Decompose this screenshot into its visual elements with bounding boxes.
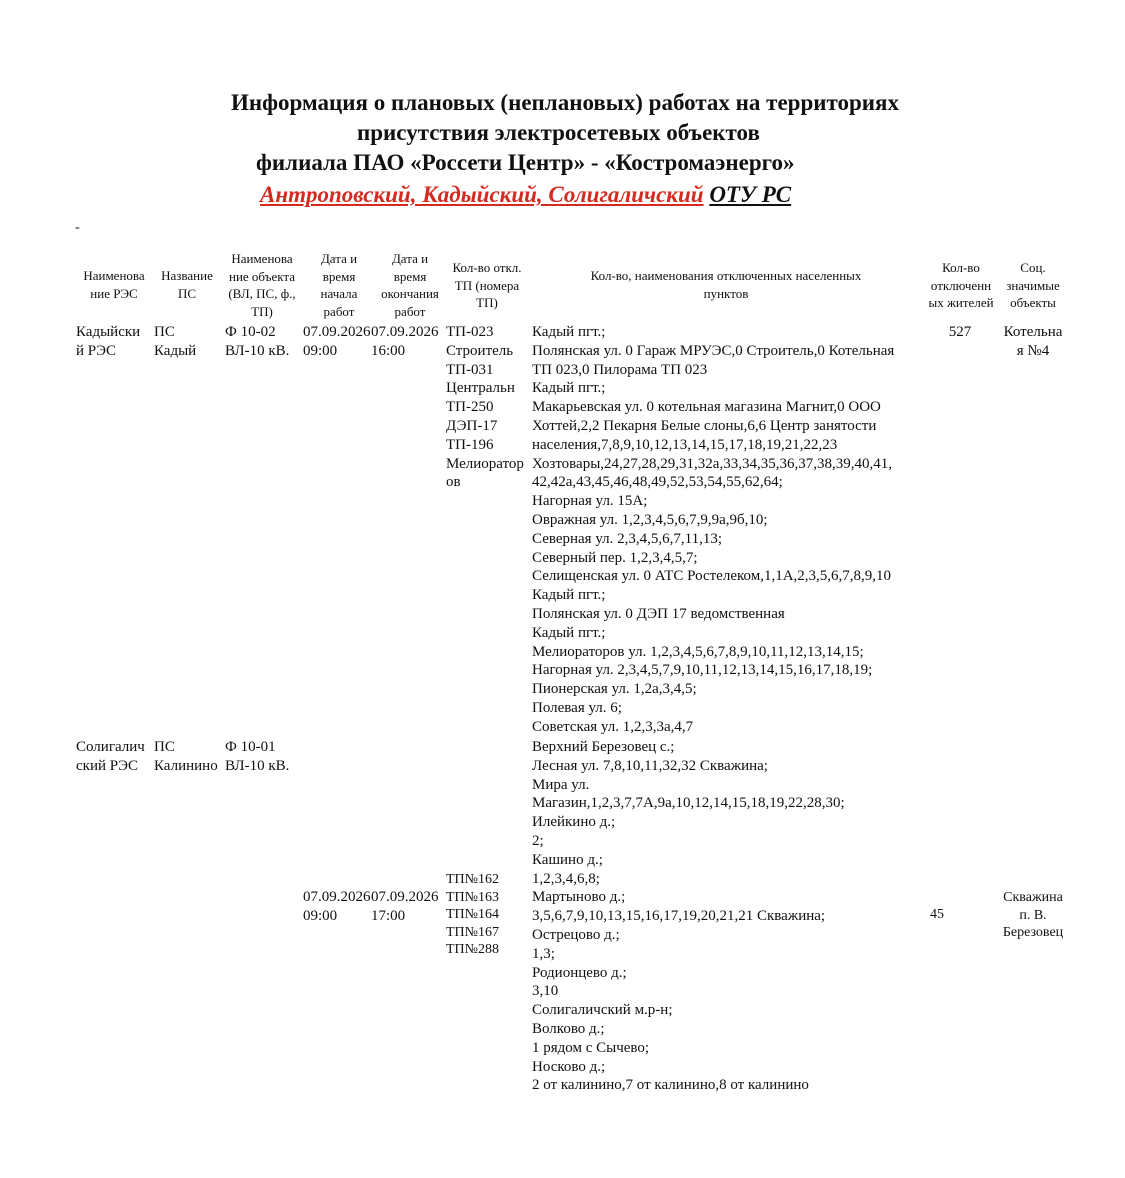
place-line: Полянская ул. 0 Гараж МРУЭС,0 Строитель,0 Котельная xyxy=(532,342,895,359)
start-date: 07.09.2026 xyxy=(303,324,371,340)
start-time: 09:00 xyxy=(303,342,338,359)
social-cell xyxy=(996,889,1070,942)
tp-line: ТП№288 xyxy=(446,942,500,957)
tp-line: ТП№163 xyxy=(446,889,500,905)
res-line: Кадыйски xyxy=(76,324,141,340)
ps-line: Кадый xyxy=(154,342,197,359)
place-line: Кадый пгт.; xyxy=(532,587,606,604)
res-line: й РЭС xyxy=(76,342,117,359)
place-line: Кадый пгт.; xyxy=(532,324,606,340)
col-header-start: Дата и время начала работ xyxy=(320,251,358,319)
res-line: ский РЭС xyxy=(76,757,138,774)
place-line: Овражная ул. 1,2,3,4,5,6,7,9,9а,9б,10; xyxy=(532,511,768,528)
res-cell xyxy=(76,738,145,776)
place-line: 2; xyxy=(532,832,544,849)
place-line: Кадый пгт.; xyxy=(532,624,606,641)
end-time: 16:00 xyxy=(371,342,406,359)
place-line: 42,42а,43,45,46,48,49,52,53,54,55,62,64; xyxy=(532,474,783,491)
place-line: населения,7,8,9,10,12,13,14,15,17,18,19,21,22,23 xyxy=(532,436,838,453)
separator-dash: - xyxy=(75,220,80,235)
end-date: 07.09.2026 xyxy=(371,889,439,905)
tp-line: ТП№167 xyxy=(446,924,500,940)
social-cell xyxy=(998,323,1068,361)
end-cell xyxy=(371,323,439,361)
tp-line: Центральн xyxy=(446,380,515,397)
place-line: Мелиораторов ул. 1,2,3,4,5,6,7,8,9,10,11,12,13,14,15; xyxy=(532,643,864,660)
object-line: Ф 10-01 xyxy=(225,739,276,755)
tp-line: ТП-023 xyxy=(446,324,494,340)
place-line: 3,5,6,7,9,10,13,15,16,17,19,20,21,21 Скважина; xyxy=(532,908,826,925)
social-line: Скважина xyxy=(1003,890,1063,905)
place-line: Верхний Березовец с.; xyxy=(532,739,675,755)
end-time: 17:00 xyxy=(371,907,406,924)
place-line: ТП 023,0 Пилорама ТП 023 xyxy=(532,361,708,378)
tp-line: ТП-250 xyxy=(446,399,494,416)
place-line: Магазин,1,2,3,7,7А,9а,10,12,14,15,18,19,22,28,30; xyxy=(532,795,845,812)
object-line: ВЛ-10 кВ. xyxy=(225,342,290,359)
tp-line: ов xyxy=(446,474,461,491)
place-line: Мартыново д.; xyxy=(532,889,626,906)
tp-cell xyxy=(446,871,499,959)
col-header-res: Наименова ние РЭС xyxy=(83,268,145,301)
tp-line: Мелиоратор xyxy=(446,455,524,472)
place-line: Селищенская ул. 0 АТС Ростелеком,1,1А,2,3,5,6,7,8,9,10 xyxy=(532,568,892,585)
object-cell xyxy=(225,323,289,361)
place-line: Советская ул. 1,2,3,3а,4,7 xyxy=(532,718,694,735)
place-line: Лесная ул. 7,8,10,11,32,32 Скважина; xyxy=(532,757,768,774)
start-date: 07.09.2026 xyxy=(303,889,371,905)
tp-line: ТП-196 xyxy=(446,436,494,453)
col-header-end: Дата и время окончания работ xyxy=(381,251,439,319)
place-line: Полевая ул. 6; xyxy=(532,699,622,716)
social-line: Котельна xyxy=(1003,324,1063,340)
col-header-places: Кол-во, наименования отключенных населенных пунктов xyxy=(590,268,862,301)
res-line: Солигалич xyxy=(76,739,145,755)
place-line: Пионерская ул. 1,2а,3,4,5; xyxy=(532,681,697,698)
tp-line: ДЭП-17 xyxy=(446,417,498,434)
place-line: Кадый пгт.; xyxy=(532,380,606,397)
places-cell xyxy=(532,323,894,737)
place-line: Илейкино д.; xyxy=(532,814,616,831)
object-line: Ф 10-02 xyxy=(225,324,276,340)
place-line: Носково д.; xyxy=(532,1058,606,1075)
place-line: 1,2,3,4,6,8; xyxy=(532,870,600,887)
place-line: Макарьевская ул. 0 котельная магазина Магнит,0 ООО xyxy=(532,399,881,416)
end-cell xyxy=(371,888,439,926)
place-line: Солигаличский м.р-н; xyxy=(532,1002,673,1019)
end-date: 07.09.2026 xyxy=(371,324,439,340)
place-line: Полянская ул. 0 ДЭП 17 ведомственная xyxy=(532,605,785,622)
ps-line: ПС xyxy=(154,739,175,755)
col-header-ps: Название ПС xyxy=(161,268,213,301)
place-line: Хоттей,2,2 Пекарня Белые слоны,6,6 Центр занятости xyxy=(532,417,877,434)
places-cell xyxy=(532,738,845,1095)
social-line: п. В. xyxy=(1019,907,1047,923)
title-line-1: Информация о плановых (неплановых) работах на территориях xyxy=(231,90,899,115)
title-otu: ОТУ РС xyxy=(709,182,792,207)
tp-cell xyxy=(446,323,524,492)
start-cell xyxy=(303,888,371,926)
ps-line: ПС xyxy=(154,324,175,340)
place-line: Северный пер. 1,2,3,4,5,7; xyxy=(532,549,698,566)
social-line: я №4 xyxy=(1016,342,1050,359)
title-line-3: филиала ПАО «Россети Центр» - «Костромаэнерго» xyxy=(256,150,795,175)
ps-line: Калинино xyxy=(154,757,218,774)
place-line: Волково д.; xyxy=(532,1020,605,1037)
ps-cell xyxy=(154,738,218,776)
place-line: 2 от калинино,7 от калинино,8 от калинино xyxy=(532,1077,809,1094)
tp-line: ТП№164 xyxy=(446,907,500,922)
col-header-tp: Кол-во откл. ТП (номера ТП) xyxy=(452,260,522,310)
place-line: Родионцево д.; xyxy=(532,964,627,981)
title-region-line xyxy=(260,180,791,210)
start-time: 09:00 xyxy=(303,907,338,924)
col-header-social: Соц. значимые объекты xyxy=(1006,260,1060,310)
social-line: Березовец xyxy=(1002,925,1064,940)
object-cell xyxy=(225,738,289,776)
residents-cell: 527 xyxy=(948,324,972,340)
place-line: Нагорная ул. 15А; xyxy=(532,493,648,510)
object-line: ВЛ-10 кВ. xyxy=(225,757,290,774)
place-line: 1,3; xyxy=(532,945,555,962)
res-cell xyxy=(76,323,140,361)
place-line: Мира ул. xyxy=(532,776,590,793)
tp-line: Строитель xyxy=(446,342,514,359)
tp-line: ТП№162 xyxy=(446,872,500,887)
place-line: Острецово д.; xyxy=(532,926,620,943)
col-header-residents: Кол-во отключенн ых жителей xyxy=(928,260,994,310)
place-line: 1 рядом с Сычево; xyxy=(532,1039,650,1056)
place-line: Северная ул. 2,3,4,5,6,7,11,13; xyxy=(532,530,723,547)
title-region: Антроповский, Кадыйский, Солигаличский xyxy=(260,182,704,207)
place-line: Нагорная ул. 2,3,4,5,7,9,10,11,12,13,14,15,16,17,18,19; xyxy=(532,662,873,679)
ps-cell xyxy=(154,323,196,361)
tp-line: ТП-031 xyxy=(446,361,494,378)
col-header-object: Наименова ние объекта (ВЛ, ПС, ф., ТП) xyxy=(228,251,296,319)
title-line-2: присутствия электросетевых объектов xyxy=(357,120,760,145)
residents-cell: 45 xyxy=(930,907,944,922)
place-line: 3,10 xyxy=(532,983,559,1000)
place-line: Хозтовары,24,27,28,29,31,32а,33,34,35,36,37,38,39,40,41, xyxy=(532,455,892,472)
place-line: Кашино д.; xyxy=(532,851,603,868)
start-cell xyxy=(303,323,371,361)
